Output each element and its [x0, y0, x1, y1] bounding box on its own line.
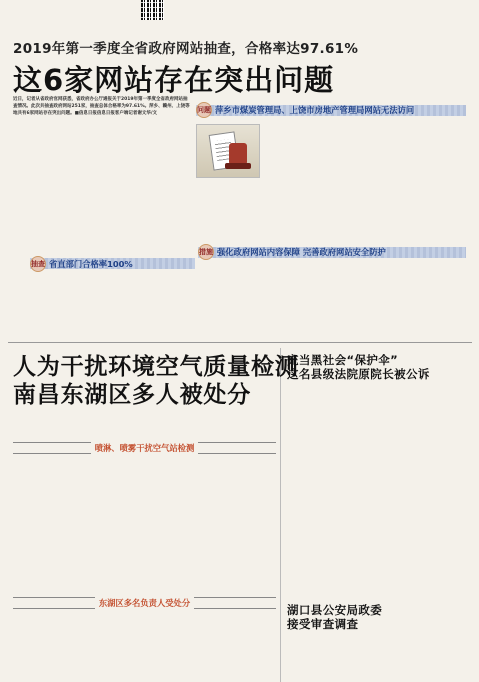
top-left-text: [13, 0, 128, 30]
qr-code-icon: [141, 0, 164, 20]
section-tag-problem: 问题: [196, 102, 212, 118]
stamp-icon: [229, 143, 247, 165]
story4-headline-line2: 接受审查调查: [287, 617, 359, 631]
story2-headline-line2: 南昌东湖区多人被处分: [13, 382, 251, 408]
story2-subhead-2-title: 东湖区多名负责人受处分: [95, 597, 194, 609]
story1-kicker: 2019年第一季度全省政府网站抽查，合格率达97.61%: [13, 41, 359, 57]
story2-headline-line1: 人为干扰环境空气质量检测: [13, 354, 299, 380]
story3-headline-line1: 充当黑社会“保护伞”: [287, 353, 399, 367]
section-header-measures: [198, 244, 386, 259]
top-strip: [0, 0, 479, 34]
section-header-problem: [196, 102, 414, 117]
section-title-measures: 强化政府网站内容保障 完善政府网站安全防护: [217, 246, 386, 257]
section-title-problem: 萍乡市煤炭管理局、上饶市房地产管理局网站无法访问: [215, 104, 415, 115]
story4-headline-line1: 湖口县公安局政委: [287, 603, 383, 617]
section-tag-check: 抽查: [30, 256, 46, 272]
stamp-illustration: [196, 124, 260, 178]
story1-lead: [13, 97, 190, 117]
divider: [8, 342, 472, 343]
story3-headline-line2: 这名县级法院原院长被公诉: [287, 367, 430, 381]
section-tag-measures: 措施: [198, 244, 214, 260]
story1-byline: ■信息日报信息日报客户端记者谢文华/文: [74, 110, 158, 116]
story1-lead-text: 近日，记者从省政府官网获悉，省政府办公厅通报关于2019年第一季度全省政府网站抽查情况。此次共抽查政府网站251家，抽查总体合格率为97.61%。萍乡、赣州、上饶等地共有6家网站存在突出问题。: [13, 97, 190, 116]
story2-subhead-2: [13, 597, 276, 609]
section-title-check: 省直部门合格率100%: [49, 258, 133, 269]
section-header-check: [30, 256, 133, 271]
story1-headline: 这6家网站存在突出问题: [13, 63, 335, 97]
story2-subhead-1-title: 喷淋、喷雾干扰空气站检测: [91, 442, 199, 454]
story4-headline: [287, 603, 382, 631]
story2-subhead-1: [13, 442, 276, 454]
top-right-text: [186, 0, 466, 30]
story3-headline: [287, 353, 430, 381]
story2-headline: [13, 353, 299, 409]
